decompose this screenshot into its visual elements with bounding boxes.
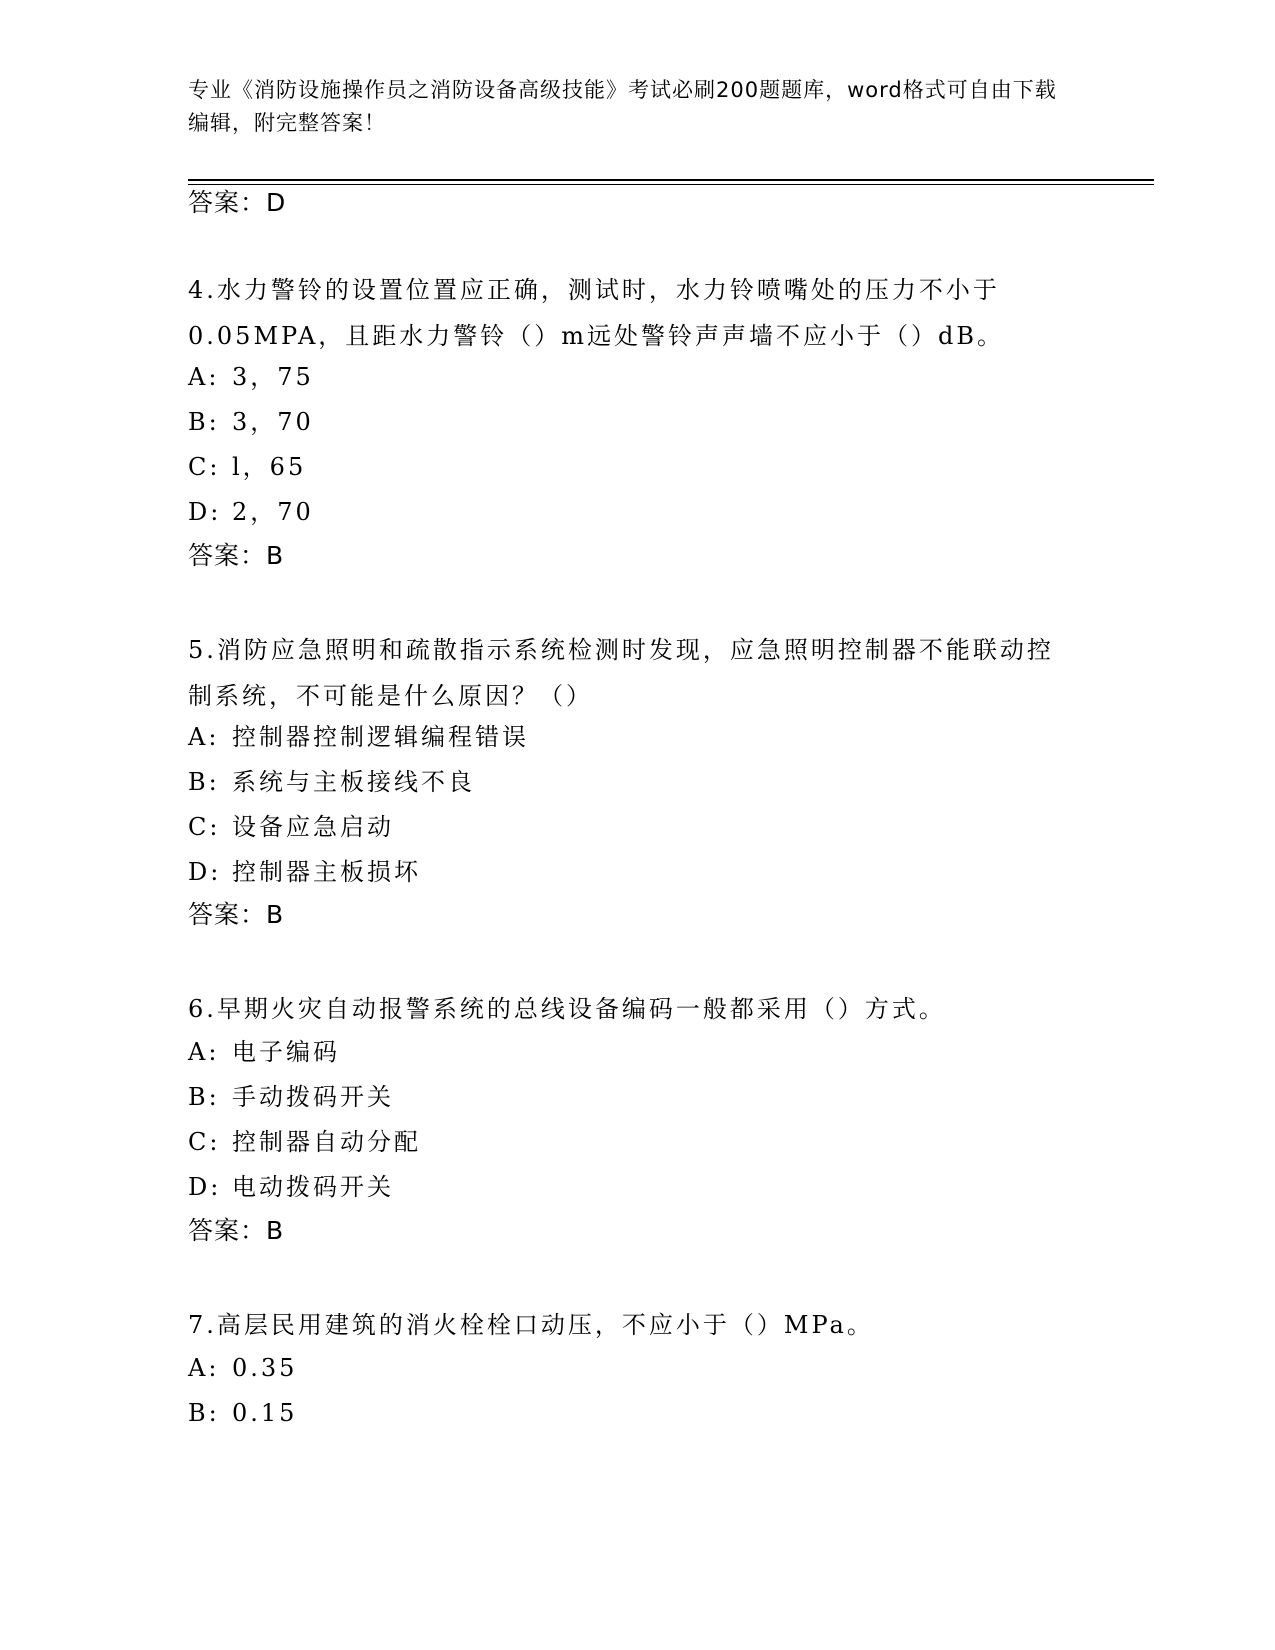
question-5-option-a [188,722,529,752]
question-4-option-d [188,497,314,527]
option-text: 控制器控制逻辑编程错误 [232,723,529,751]
option-label: C: [188,813,221,841]
answer-q4: 答案：B [188,541,285,570]
option-label: D: [188,498,222,526]
header-rule-thick [188,179,1154,181]
option-text: 0.35 [232,1354,298,1382]
option-text: 3，70 [232,408,314,436]
document-header: 专业《消防设施操作员之消防设备高级技能》考试必刷200题题库，word格式可自由下载编辑，附完整答案！ [188,78,1057,135]
question-7-option-b [188,1398,297,1428]
option-label: A: [188,1038,220,1066]
option-label: B: [188,408,220,436]
question-6-text: 6.早期火灾自动报警系统的总线设备编码一般都采用（）方式。 [188,995,946,1023]
question-4-option-a [188,362,314,392]
question-4-option-b [188,407,314,437]
answer-q5: 答案：B [188,900,285,929]
question-4-option-c [188,452,306,482]
question-4-text: 4.水力警铃的设置位置应正确，测试时，水力铃喷嘴处的压力不小于0.05MPA，且距水力警铃（）m远处警铃声声墙不应小于（）dB。 [188,276,1005,350]
question-6-option-b [188,1082,394,1112]
answer-q3: 答案：D [188,188,287,217]
option-text: 电子编码 [232,1038,340,1066]
option-text: l，65 [232,453,307,481]
question-5-option-b [188,767,475,797]
option-label: B: [188,1399,220,1427]
option-text: 手动拨码开关 [232,1083,394,1111]
option-text: 系统与主板接线不良 [232,768,475,796]
option-text: 控制器自动分配 [232,1128,421,1156]
option-text: 设备应急启动 [232,813,394,841]
question-5-text: 5.消防应急照明和疏散指示系统检测时发现，应急照明控制器不能联动控制系统，不可能是什么原因？（） [188,636,1054,710]
question-7-option-a [188,1353,297,1383]
option-text: 0.15 [232,1399,298,1427]
answer-q6: 答案：B [188,1216,285,1245]
option-label: A: [188,1354,220,1382]
header-rule-thin [188,184,1154,185]
question-6-option-d [188,1172,394,1202]
option-label: D: [188,858,222,886]
question-6-option-c [188,1127,421,1157]
option-label: C: [188,453,221,481]
option-label: D: [188,1173,222,1201]
question-7-text: 7.高层民用建筑的消火栓栓口动压，不应小于（）MPa。 [188,1311,874,1339]
option-text: 2，70 [232,498,314,526]
option-text: 控制器主板损坏 [232,858,421,886]
question-5-option-d [188,857,421,887]
option-label: A: [188,363,220,391]
option-label: B: [188,1083,220,1111]
option-label: B: [188,768,220,796]
question-6-option-a [188,1037,340,1067]
option-label: C: [188,1128,221,1156]
option-text: 3，75 [232,363,314,391]
option-label: A: [188,723,220,751]
option-text: 电动拨码开关 [232,1173,394,1201]
question-5-option-c [188,812,394,842]
